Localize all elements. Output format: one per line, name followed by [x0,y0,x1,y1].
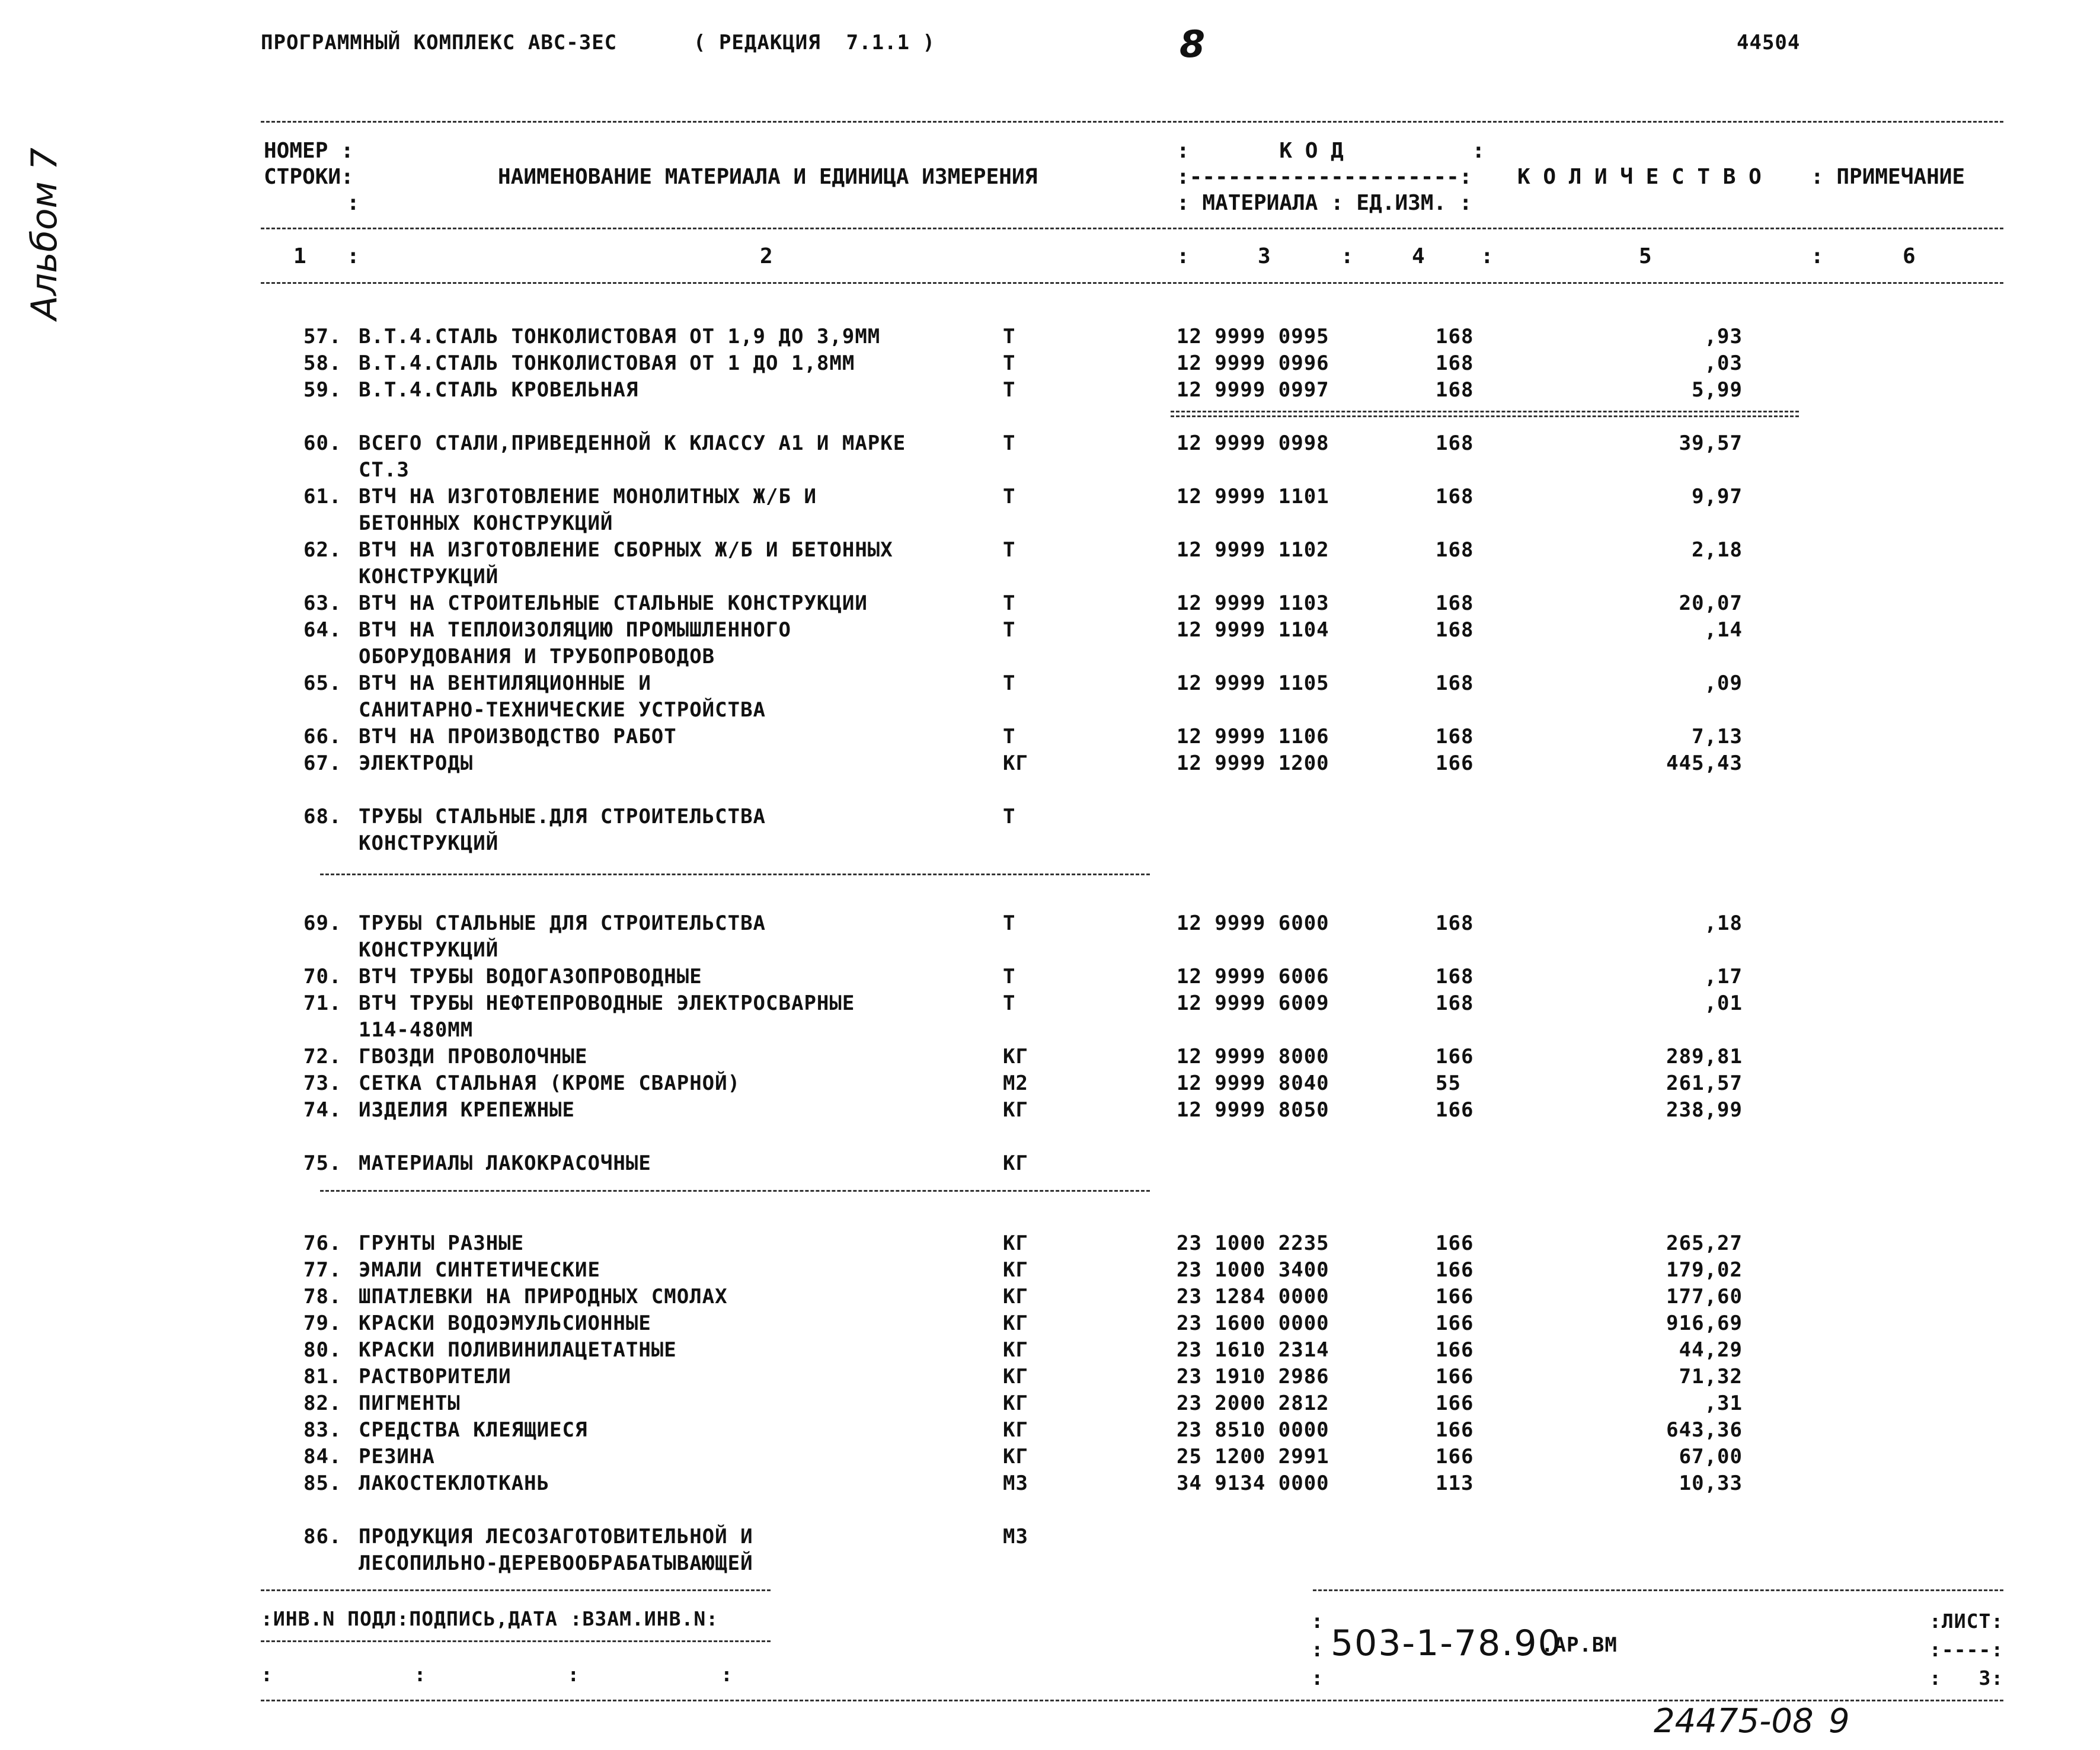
quantity-value: ,18 [1704,911,1743,935]
code-header-top: : К О Д : [1177,139,1485,163]
material-code: 12 9999 8050 [1177,1098,1329,1122]
col-num-6: 6 [1903,244,1916,268]
unit-code: 166 [1436,1098,1474,1122]
footer-bottom-rule [261,1700,2003,1701]
unit-of-measure: КГ [1003,1258,1028,1282]
material-name: В.Т.4.СТАЛЬ ТОНКОЛИСТОВАЯ ОТ 1 ДО 1,8ММ [359,351,855,375]
material-name: ЛАКОСТЕКЛОТКАНЬ [359,1471,550,1495]
unit-of-measure: КГ [1003,1045,1028,1068]
row-number: 76. [303,1231,342,1255]
material-code: 12 9999 6009 [1177,991,1329,1015]
material-name: ЛЕСОПИЛЬНО-ДЕРЕВООБРАБАТЫВАЮЩЕЙ [359,1551,753,1575]
code-header-bottom: : МАТЕРИАЛА : ЕД.ИЗМ. : [1177,191,1472,215]
col-num-1: 1 [293,244,306,268]
material-name: БЕТОННЫХ КОНСТРУКЦИЙ [359,511,613,535]
unit-of-measure: КГ [1003,1365,1028,1389]
row-number: 72. [303,1045,342,1068]
unit-of-measure: М2 [1003,1071,1028,1095]
material-name: СЕТКА СТАЛЬНАЯ (КРОМЕ СВАРНОЙ) [359,1071,741,1095]
row-number: 83. [303,1418,342,1442]
unit-code: 55 [1436,1071,1461,1095]
material-name: ВТЧ НА ВЕНТИЛЯЦИОННЫЕ И [359,671,651,695]
code-header-rule: :---------------------: [1177,165,1472,189]
col-num-5: 5 [1639,244,1652,268]
row-number: 64. [303,618,342,642]
row-number: 74. [303,1098,342,1122]
title-block-sep: : [1311,1666,1324,1690]
material-name: ВТЧ НА СТРОИТЕЛЬНЫЕ СТАЛЬНЫЕ КОНСТРУКЦИИ [359,591,868,615]
material-name: ВСЕГО СТАЛИ,ПРИВЕДЕННОЙ К КЛАССУ А1 И МАРКЕ [359,431,906,455]
material-code: 12 9999 1104 [1177,618,1329,642]
material-name: ВТЧ НА ПРОИЗВОДСТВО РАБОТ [359,725,677,748]
material-name: ПИГМЕНТЫ [359,1391,461,1415]
stamp-cells: : : : : [261,1663,736,1686]
quantity-value: 445,43 [1666,751,1743,775]
quantity-value: 261,57 [1666,1071,1743,1095]
material-code: 12 9999 1102 [1177,538,1329,562]
material-name: ГВОЗДИ ПРОВОЛОЧНЫЕ [359,1045,588,1068]
stamp-mid-rule [261,1640,771,1642]
unit-code: 166 [1436,1418,1474,1442]
quantity-column-header: К О Л И Ч Е С Т В О [1517,165,1762,189]
doc-code: 44504 [1737,31,1801,55]
archive-sheet: 9 [1829,1702,1850,1741]
material-code: 34 9134 0000 [1177,1471,1329,1495]
unit-code: 168 [1436,618,1474,642]
unit-of-measure: Т [1003,618,1016,642]
material-name: ЭМАЛИ СИНТЕТИЧЕСКИЕ [359,1258,600,1282]
unit-of-measure: Т [1003,351,1016,375]
quantity-value: 289,81 [1666,1045,1743,1068]
material-name: ВТЧ ТРУБЫ НЕФТЕПРОВОДНЫЕ ЭЛЕКТРОСВАРНЫЕ [359,991,855,1015]
unit-of-measure: КГ [1003,1391,1028,1415]
material-code: 23 1284 0000 [1177,1285,1329,1308]
quantity-value: 20,07 [1679,591,1743,615]
material-code: 12 9999 1200 [1177,751,1329,775]
name-column-header: НАИМЕНОВАНИЕ МАТЕРИАЛА И ЕДИНИЦА ИЗМЕРЕНИЯ [498,165,1038,189]
section-break-rule-1 [320,874,1150,875]
header-bottom-rule [261,282,2003,284]
archive-number: 24475-08 [1654,1702,1814,1741]
material-code: 23 1600 0000 [1177,1311,1329,1335]
quantity-value: 71,32 [1679,1365,1743,1389]
unit-of-measure: КГ [1003,751,1028,775]
material-name: КОНСТРУКЦИЙ [359,831,499,855]
row-number: 82. [303,1391,342,1415]
unit-of-measure: КГ [1003,1285,1028,1308]
unit-of-measure: Т [1003,591,1016,615]
row-number: 84. [303,1445,342,1469]
material-code: 12 9999 8040 [1177,1071,1329,1095]
unit-of-measure: М3 [1003,1471,1028,1495]
project-designation-suffix: .АР.ВМ [1541,1633,1618,1657]
sheet-label: :ЛИСТ: [1929,1610,2004,1633]
material-name: 114-480ММ [359,1018,474,1042]
material-code: 23 8510 0000 [1177,1418,1329,1442]
title-block-sep: : [1311,1610,1324,1633]
quantity-value: 177,60 [1666,1285,1743,1308]
program-title: ПРОГРАММНЫЙ КОМПЛЕКС АВС-3ЕС [261,31,618,55]
unit-code: 168 [1436,991,1474,1015]
material-code: 12 9999 0998 [1177,431,1329,455]
quantity-value: 2,18 [1692,538,1743,562]
col-sep: : [1481,244,1494,268]
quantity-value: 67,00 [1679,1445,1743,1469]
material-code: 12 9999 0995 [1177,325,1329,348]
unit-code: 166 [1436,1445,1474,1469]
unit-code: 168 [1436,325,1474,348]
material-code: 23 1000 2235 [1177,1231,1329,1255]
material-name: ГРУНТЫ РАЗНЫЕ [359,1231,525,1255]
material-name: В.Т.4.СТАЛЬ ТОНКОЛИСТОВАЯ ОТ 1,9 ДО 3,9ММ [359,325,881,348]
unit-code: 166 [1436,1365,1474,1389]
material-name: СРЕДСТВА КЛЕЯЩИЕСЯ [359,1418,588,1442]
unit-of-measure: КГ [1003,1231,1028,1255]
quantity-value: ,01 [1704,991,1743,1015]
material-code: 23 1000 3400 [1177,1258,1329,1282]
material-code: 12 9999 6000 [1177,911,1329,935]
unit-of-measure: Т [1003,965,1016,988]
material-name: КРАСКИ ВОДОЭМУЛЬСИОННЫЕ [359,1311,651,1335]
material-code: 12 9999 6006 [1177,965,1329,988]
row-number: 62. [303,538,342,562]
unit-of-measure: КГ [1003,1445,1028,1469]
material-name: ИЗДЕЛИЯ КРЕПЕЖНЫЕ [359,1098,575,1122]
unit-code: 166 [1436,1231,1474,1255]
row-number: 80. [303,1338,342,1362]
note-column-header: : ПРИМЕЧАНИЕ [1811,165,1965,189]
unit-of-measure: КГ [1003,1311,1028,1335]
row-number: 85. [303,1471,342,1495]
unit-of-measure: Т [1003,538,1016,562]
quantity-value: 39,57 [1679,431,1743,455]
material-code: 23 2000 2812 [1177,1391,1329,1415]
quantity-value: 9,97 [1692,485,1743,508]
title-block-top-rule [1313,1589,2003,1591]
material-name: ВТЧ ТРУБЫ ВОДОГАЗОПРОВОДНЫЕ [359,965,702,988]
row-number: 69. [303,911,342,935]
material-name: РЕЗИНА [359,1445,435,1469]
subtotal-double-rule [1171,411,1799,417]
project-designation: 503-1-78.90 [1331,1623,1562,1664]
material-code: 12 9999 1105 [1177,671,1329,695]
unit-code: 168 [1436,431,1474,455]
unit-of-measure: КГ [1003,1418,1028,1442]
row-number: 57. [303,325,342,348]
unit-of-measure: Т [1003,911,1016,935]
row-number: 65. [303,671,342,695]
unit-code: 166 [1436,1045,1474,1068]
col-num-2: 2 [760,244,773,268]
material-code: 12 9999 0997 [1177,378,1329,402]
material-name: КОНСТРУКЦИЙ [359,938,499,962]
quantity-value: 643,36 [1666,1418,1743,1442]
row-number: 59. [303,378,342,402]
edition-label: ( РЕДАКЦИЯ 7.1.1 ) [693,31,935,55]
unit-code: 166 [1436,1285,1474,1308]
col-sep: : [1811,244,1824,268]
unit-of-measure: Т [1003,378,1016,402]
unit-of-measure: Т [1003,325,1016,348]
stamp-top-rule [261,1589,771,1591]
material-name: ШПАТЛЕВКИ НА ПРИРОДНЫХ СМОЛАХ [359,1285,728,1308]
unit-code: 168 [1436,671,1474,695]
col-num-3: 3 [1258,244,1271,268]
material-name: ТРУБЫ СТАЛЬНЫЕ ДЛЯ СТРОИТЕЛЬСТВА [359,911,766,935]
row-no-header-1: НОМЕР : [264,139,354,163]
material-code: 25 1200 2991 [1177,1445,1329,1469]
unit-code: 113 [1436,1471,1474,1495]
unit-of-measure: Т [1003,431,1016,455]
row-number: 70. [303,965,342,988]
quantity-value: 10,33 [1679,1471,1743,1495]
header-mid-rule [261,228,2003,229]
material-name: В.Т.4.СТАЛЬ КРОВЕЛЬНАЯ [359,378,639,402]
quantity-value: ,14 [1704,618,1743,642]
material-name: ЭЛЕКТРОДЫ [359,751,474,775]
unit-of-measure: Т [1003,485,1016,508]
page-mark: 8 [1180,23,1206,66]
row-number: 63. [303,591,342,615]
unit-code: 168 [1436,538,1474,562]
material-name: ВТЧ НА ТЕПЛОИЗОЛЯЦИЮ ПРОМЫШЛЕННОГО [359,618,791,642]
row-number: 68. [303,805,342,828]
material-code: 23 1610 2314 [1177,1338,1329,1362]
material-name: КОНСТРУКЦИЙ [359,565,499,588]
unit-of-measure: М3 [1003,1525,1028,1549]
unit-of-measure: КГ [1003,1151,1028,1175]
col-sep: : [1177,244,1190,268]
unit-code: 166 [1436,751,1474,775]
row-number: 77. [303,1258,342,1282]
sheet-number: : 3: [1929,1666,2004,1690]
material-name: КРАСКИ ПОЛИВИНИЛАЦЕТАТНЫЕ [359,1338,677,1362]
material-code: 23 1910 2986 [1177,1365,1329,1389]
unit-code: 168 [1436,725,1474,748]
row-number: 73. [303,1071,342,1095]
row-number: 79. [303,1311,342,1335]
quantity-value: 44,29 [1679,1338,1743,1362]
quantity-value: 5,99 [1692,378,1743,402]
unit-of-measure: Т [1003,805,1016,828]
material-code: 12 9999 1106 [1177,725,1329,748]
row-number: 61. [303,485,342,508]
stamp-labels: :ИНВ.N ПОДЛ:ПОДПИСЬ,ДАТА :ВЗАМ.ИНВ.N: [261,1607,719,1630]
row-number: 81. [303,1365,342,1389]
material-code: 12 9999 0996 [1177,351,1329,375]
row-number: 60. [303,431,342,455]
material-name: САНИТАРНО-ТЕХНИЧЕСКИЕ УСТРОЙСТВА [359,698,766,722]
quantity-value: 7,13 [1692,725,1743,748]
material-name: МАТЕРИАЛЫ ЛАКОКРАСОЧНЫЕ [359,1151,651,1175]
material-name: ВТЧ НА ИЗГОТОВЛЕНИЕ СБОРНЫХ Ж/Б И БЕТОННЫХ [359,538,893,562]
quantity-value: 916,69 [1666,1311,1743,1335]
unit-of-measure: Т [1003,725,1016,748]
unit-of-measure: КГ [1003,1338,1028,1362]
unit-of-measure: КГ [1003,1098,1028,1122]
unit-code: 166 [1436,1258,1474,1282]
unit-code: 166 [1436,1338,1474,1362]
material-name: ТРУБЫ СТАЛЬНЫЕ.ДЛЯ СТРОИТЕЛЬСТВА [359,805,766,828]
quantity-value: ,31 [1704,1391,1743,1415]
material-name: ПРОДУКЦИЯ ЛЕСОЗАГОТОВИТЕЛЬНОЙ И [359,1525,753,1549]
material-code: 12 9999 8000 [1177,1045,1329,1068]
album-margin-note: Альбом 7 [24,148,65,320]
unit-of-measure: Т [1003,991,1016,1015]
row-no-header-3: : [347,191,360,215]
row-number: 66. [303,725,342,748]
material-name: РАСТВОРИТЕЛИ [359,1365,512,1389]
section-break-rule-2 [320,1190,1150,1192]
material-name: СТ.3 [359,458,410,482]
sheet-separator: :----: [1929,1638,2004,1661]
unit-code: 168 [1436,911,1474,935]
unit-code: 168 [1436,591,1474,615]
unit-code: 166 [1436,1391,1474,1415]
quantity-value: 238,99 [1666,1098,1743,1122]
unit-code: 168 [1436,965,1474,988]
title-block-sep: : [1311,1638,1324,1662]
row-number: 78. [303,1285,342,1308]
unit-of-measure: Т [1003,671,1016,695]
row-no-header-2: СТРОКИ: [264,165,354,189]
material-name: ОБОРУДОВАНИЯ И ТРУБОПРОВОДОВ [359,645,715,668]
quantity-value: 179,02 [1666,1258,1743,1282]
unit-code: 168 [1436,485,1474,508]
row-number: 86. [303,1525,342,1549]
header-top-rule [261,121,2003,123]
unit-code: 168 [1436,378,1474,402]
row-number: 58. [303,351,342,375]
quantity-value: ,17 [1704,965,1743,988]
material-code: 12 9999 1103 [1177,591,1329,615]
unit-code: 168 [1436,351,1474,375]
row-number: 71. [303,991,342,1015]
quantity-value: ,09 [1704,671,1743,695]
col-sep: : [1341,244,1354,268]
material-code: 12 9999 1101 [1177,485,1329,508]
unit-code: 166 [1436,1311,1474,1335]
quantity-value: ,03 [1704,351,1743,375]
col-num-4: 4 [1412,244,1425,268]
quantity-value: ,93 [1704,325,1743,348]
row-number: 67. [303,751,342,775]
col-sep: : [347,244,360,268]
material-name: ВТЧ НА ИЗГОТОВЛЕНИЕ МОНОЛИТНЫХ Ж/Б И [359,485,817,508]
quantity-value: 265,27 [1666,1231,1743,1255]
row-number: 75. [303,1151,342,1175]
